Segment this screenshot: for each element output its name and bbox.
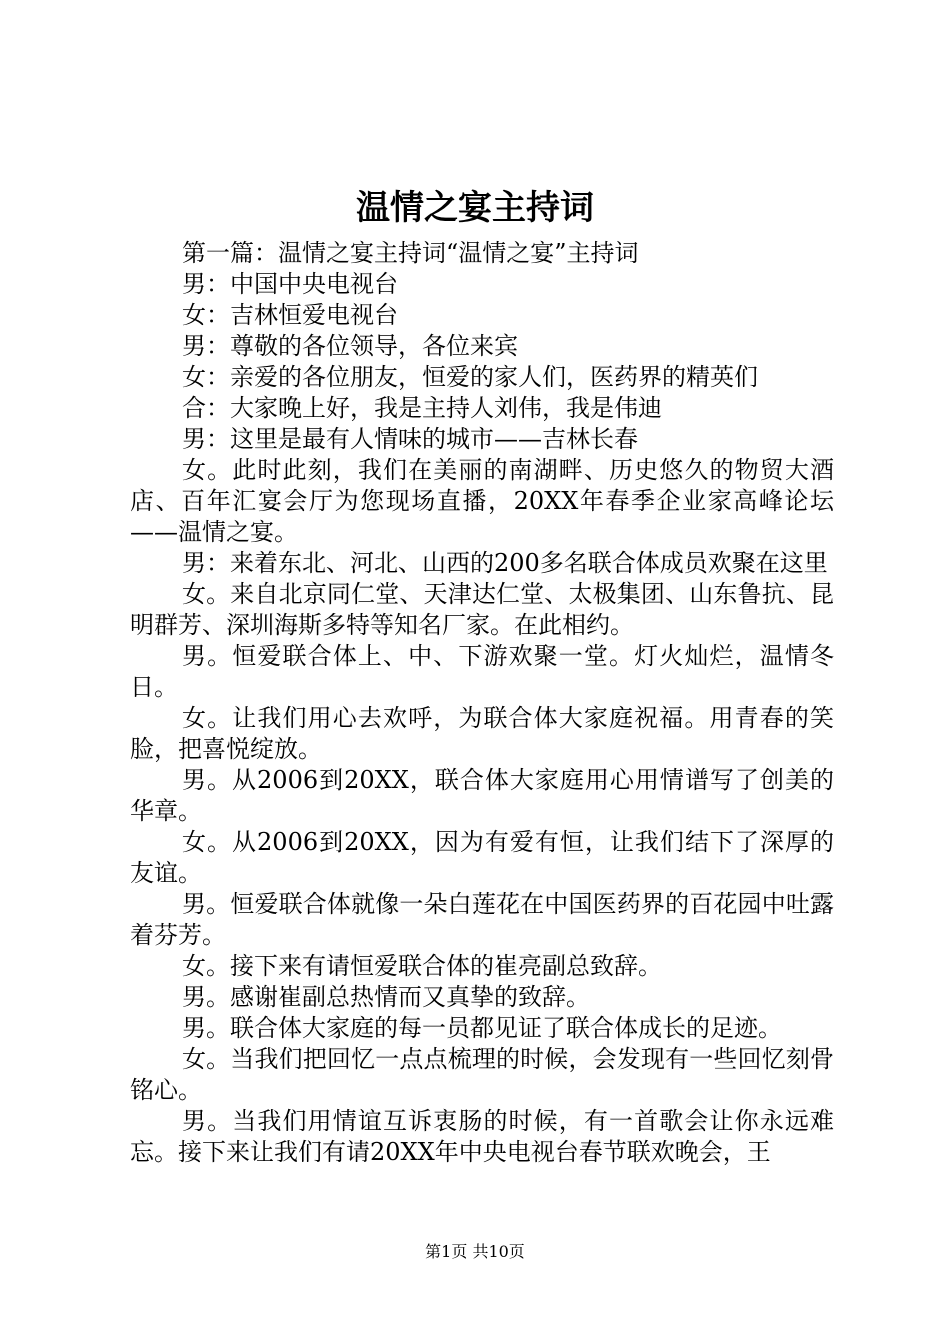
paragraph: 第一篇：温情之宴主持词“温情之宴”主持词 bbox=[182, 239, 639, 267]
paragraph: 男。联合体大家庭的每一员都见证了联合体成长的足迹。 bbox=[182, 1014, 782, 1042]
paragraph: 男。从2006到20XX，联合体大家庭用心用情谱写了创美的华章。 bbox=[130, 766, 834, 825]
paragraph: 女：亲爱的各位朋友，恒爱的家人们，医药界的精英们 bbox=[182, 363, 758, 391]
paragraph: 女。当我们把回忆一点点梳理的时候，会发现有一些回忆刻骨铭心。 bbox=[130, 1045, 834, 1104]
paragraph: 女。此时此刻，我们在美丽的南湖畔、历史悠久的物贸大酒店、百年汇宴会厅为您现场直播，20XX年春季企业家高峰论坛——温情之宴。 bbox=[130, 456, 834, 546]
document-body bbox=[130, 238, 834, 1168]
paragraph: 女。让我们用心去欢呼，为联合体大家庭祝福。用青春的笑脸，把喜悦绽放。 bbox=[130, 704, 834, 763]
page-number-footer: 第1页 共10页 bbox=[425, 1242, 525, 1261]
paragraph: 女。接下来有请恒爱联合体的崔亮副总致辞。 bbox=[182, 952, 662, 980]
document-title: 温情之宴主持词 bbox=[356, 188, 594, 228]
paragraph: 女。来自北京同仁堂、天津达仁堂、太极集团、山东鲁抗、昆明群芳、深圳海斯多特等知名厂家。在此相约。 bbox=[130, 580, 834, 639]
paragraph: 男：尊敬的各位领导，各位来宾 bbox=[182, 332, 518, 360]
paragraph: 男。恒爱联合体上、中、下游欢聚一堂。灯火灿烂，温情冬日。 bbox=[130, 642, 834, 701]
paragraph: 合：大家晚上好，我是主持人刘伟，我是伟迪 bbox=[182, 394, 662, 422]
paragraph: 男。当我们用情谊互诉衷肠的时候，有一首歌会让你永远难忘。接下来让我们有请20XX年中央电视台春节联欢晚会，王 bbox=[130, 1107, 834, 1166]
paragraph: 男。感谢崔副总热情而又真挚的致辞。 bbox=[182, 983, 590, 1011]
paragraph: 男：这里是最有人情味的城市——吉林长春 bbox=[182, 425, 638, 453]
paragraph: 女：吉林恒爱电视台 bbox=[182, 301, 398, 329]
paragraph: 男：中国中央电视台 bbox=[182, 270, 398, 298]
paragraph: 女。从2006到20XX，因为有爱有恒，让我们结下了深厚的友谊。 bbox=[130, 828, 834, 887]
paragraph: 男。恒爱联合体就像一朵白莲花在中国医药界的百花园中吐露着芬芳。 bbox=[130, 890, 834, 949]
paragraph: 男：来着东北、河北、山西的200多名联合体成员欢聚在这里 bbox=[182, 549, 828, 577]
